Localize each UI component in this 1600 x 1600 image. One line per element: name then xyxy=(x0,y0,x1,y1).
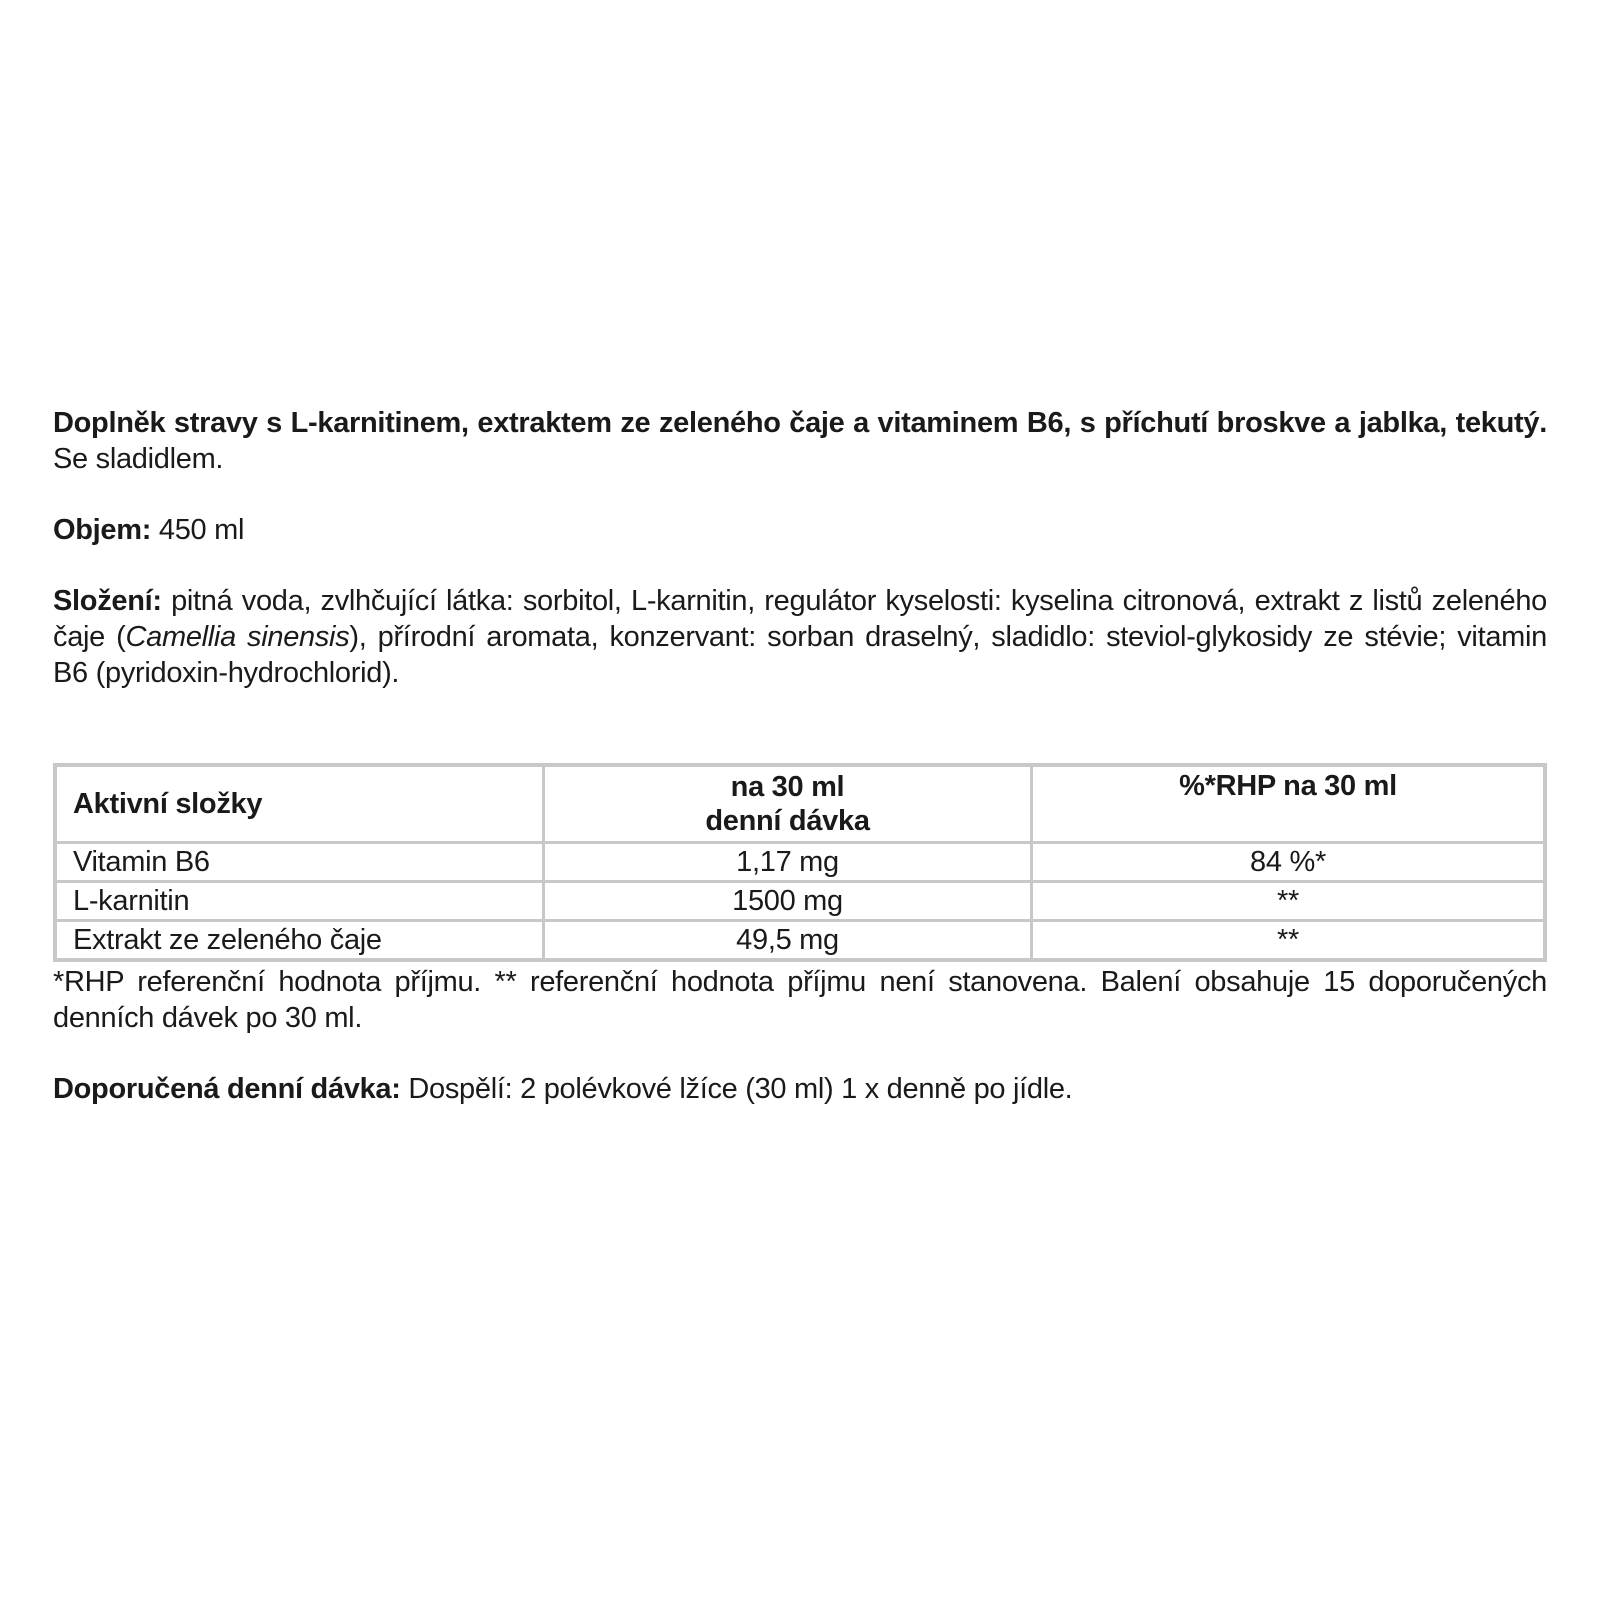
ingredient-amount: 1500 mg xyxy=(544,882,1032,921)
volume-value: 450 ml xyxy=(151,514,245,546)
product-description-title: Doplněk stravy s L-karnitinem, extraktem ze zeleného čaje a vitaminem B6, s příchutí broskve a jablka, tekutý. xyxy=(53,407,1547,439)
table-footnote: *RHP referenční hodnota příjmu. ** referenční hodnota příjmu není stanovena. Balení obsahuje 15 doporučených denních dávek po 30 ml. xyxy=(53,966,1547,1034)
product-label-text xyxy=(53,405,1547,1107)
header-per-30ml-daily-dose xyxy=(544,765,1032,843)
dosage-value: Dospělí: 2 polévkové lžíce (30 ml) 1 x denně po jídle. xyxy=(400,1073,1073,1105)
composition-text-end: ), přírodní aromata, konzervant: sorban draselný, sladidlo: steviol-glykosidy ze stévie; vitamin B6 (pyridoxin-hydrochlorid). xyxy=(53,621,1547,689)
composition-latin-name: Camellia sinensis xyxy=(125,621,350,653)
table-row xyxy=(55,882,1545,921)
ingredient-name: Extrakt ze zeleného čaje xyxy=(55,921,544,961)
active-ingredients-table xyxy=(53,763,1547,962)
ingredient-rhp: ** xyxy=(1032,921,1546,961)
table-row xyxy=(55,921,1545,961)
product-description xyxy=(53,405,1547,477)
ingredient-rhp: ** xyxy=(1032,882,1546,921)
product-description-sweetener: Se sladidlem. xyxy=(53,443,224,475)
ingredient-name: Vitamin B6 xyxy=(55,843,544,882)
table-header-row xyxy=(55,765,1545,843)
ingredient-amount: 49,5 mg xyxy=(544,921,1032,961)
composition-label: Složení: xyxy=(53,585,162,617)
volume-line xyxy=(53,512,1547,548)
volume-label: Objem: xyxy=(53,514,152,546)
header-active-ingredients: Aktivní složky xyxy=(55,765,544,843)
composition-text-start: pitná voda, zvlhčující látka: sorbitol, L-karnitin, regulátor kyselosti: kyselina citronová, extrakt z listů zeleného čaje ( xyxy=(53,585,1547,653)
ingredient-name: L-karnitin xyxy=(55,882,544,921)
header-daily-dose: denní dávka xyxy=(705,805,870,837)
dosage-label: Doporučená denní dávka: xyxy=(53,1073,401,1105)
header-rhp-per-30ml: %*RHP na 30 ml xyxy=(1032,765,1546,843)
dosage-line xyxy=(53,1071,1547,1107)
ingredient-rhp: 84 %* xyxy=(1032,843,1546,882)
header-per-30ml: na 30 ml xyxy=(730,771,845,803)
ingredient-amount: 1,17 mg xyxy=(544,843,1032,882)
composition-paragraph xyxy=(53,583,1547,691)
table-row xyxy=(55,843,1545,882)
